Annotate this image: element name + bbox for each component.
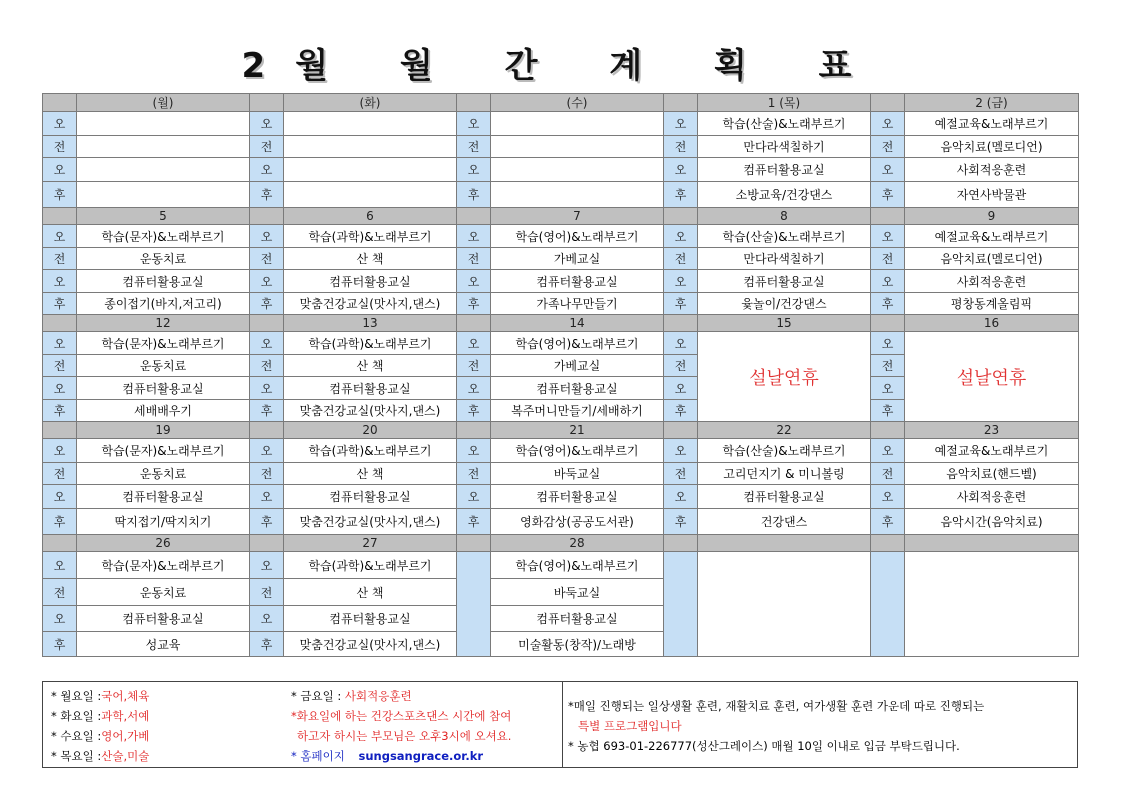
activity-cell: 산 책	[284, 355, 457, 377]
day-header: 26	[77, 535, 250, 552]
activity-cell: 컴퓨터활용교실	[698, 485, 871, 509]
activity-cell: 운동치료	[77, 248, 250, 270]
ampm-label: 오	[457, 270, 491, 293]
empty-day	[698, 552, 871, 657]
activity-cell: 예절교육&노래부르기	[905, 439, 1079, 463]
note-value: 영어,가베	[101, 729, 150, 743]
day-header: 14	[491, 315, 664, 332]
activity-cell: 컴퓨터활용교실	[698, 158, 871, 182]
activity-cell	[284, 182, 457, 208]
header-corner	[664, 422, 698, 439]
ampm-label: 후	[871, 182, 905, 208]
note-label: * 화요일 :	[51, 709, 102, 723]
ampm-label: 오	[43, 439, 77, 463]
homepage-link[interactable]: sungsangrace.or.kr	[358, 749, 484, 763]
activity-cell: 학습(산술)&노래부르기	[698, 225, 871, 248]
ampm-label: 전	[457, 248, 491, 270]
day-header: 12	[77, 315, 250, 332]
header-corner	[43, 94, 77, 112]
header-corner	[250, 535, 284, 552]
activity-cell: 예절교육&노래부르기	[905, 225, 1079, 248]
ampm-label: 오	[457, 225, 491, 248]
note-wednesday	[51, 728, 149, 744]
ampm-label: 후	[250, 632, 284, 657]
activity-cell	[491, 182, 664, 208]
header-corner	[871, 208, 905, 225]
ampm-label: 전	[664, 248, 698, 270]
activity-cell: 컴퓨터활용교실	[77, 606, 250, 632]
monthly-calendar-table	[42, 93, 1079, 657]
activity-cell	[491, 158, 664, 182]
ampm-label: 전	[871, 355, 905, 377]
ampm-label: 후	[43, 293, 77, 315]
side-blank	[457, 552, 491, 657]
ampm-label: 전	[457, 355, 491, 377]
note-label: * 월요일 :	[51, 689, 102, 703]
activity-cell: 학습(영어)&노래부르기	[491, 552, 664, 579]
activity-cell: 학습(문자)&노래부르기	[77, 225, 250, 248]
activity-cell	[77, 158, 250, 182]
ampm-label: 전	[250, 248, 284, 270]
day-header: 19	[77, 422, 250, 439]
activity-cell: 컴퓨터활용교실	[491, 270, 664, 293]
holiday-label: 설날연휴	[698, 332, 871, 422]
day-header	[905, 535, 1079, 552]
ampm-label: 후	[664, 182, 698, 208]
activity-cell: 세배배우기	[77, 400, 250, 422]
day-header: 20	[284, 422, 457, 439]
ampm-label: 전	[871, 136, 905, 158]
ampm-label: 전	[664, 463, 698, 485]
activity-cell: 딱지접기/딱지치기	[77, 509, 250, 535]
day-header: 27	[284, 535, 457, 552]
activity-cell: 학습(과학)&노래부르기	[284, 552, 457, 579]
ampm-label: 오	[871, 225, 905, 248]
activity-cell: 고리던지기 & 미니볼링	[698, 463, 871, 485]
day-header: 28	[491, 535, 664, 552]
activity-cell: 컴퓨터활용교실	[77, 377, 250, 400]
activity-cell: 영화감상(공공도서관)	[491, 509, 664, 535]
activity-cell: 사회적응훈련	[905, 158, 1079, 182]
note-thursday	[51, 748, 149, 764]
ampm-label: 전	[664, 355, 698, 377]
ampm-label: 후	[43, 182, 77, 208]
activity-cell	[77, 136, 250, 158]
activity-cell	[284, 136, 457, 158]
note-value: 과학,서예	[101, 709, 150, 723]
activity-cell: 예절교육&노래부르기	[905, 112, 1079, 136]
day-header: 5	[77, 208, 250, 225]
ampm-label: 후	[664, 509, 698, 535]
ampm-label: 전	[43, 136, 77, 158]
activity-cell: 산 책	[284, 248, 457, 270]
header-corner	[871, 535, 905, 552]
ampm-label: 오	[43, 332, 77, 355]
activity-cell: 컴퓨터활용교실	[77, 485, 250, 509]
activity-cell: 사회적응훈련	[905, 485, 1079, 509]
header-corner	[43, 535, 77, 552]
activity-cell: 바둑교실	[491, 579, 664, 606]
holiday-label: 설날연휴	[905, 332, 1079, 422]
day-header	[698, 535, 871, 552]
activity-cell: 컴퓨터활용교실	[284, 377, 457, 400]
ampm-label: 후	[457, 182, 491, 208]
note-label: * 수요일 :	[51, 729, 102, 743]
header-corner	[664, 315, 698, 332]
activity-cell	[491, 136, 664, 158]
ampm-label: 후	[250, 182, 284, 208]
ampm-label: 후	[250, 400, 284, 422]
side-blank	[871, 552, 905, 657]
ampm-label: 오	[43, 112, 77, 136]
activity-cell: 사회적응훈련	[905, 270, 1079, 293]
ampm-label: 오	[43, 377, 77, 400]
page-title: 2월 월 간 계 획 표	[241, 46, 882, 86]
ampm-label: 오	[250, 332, 284, 355]
special-program-note: *매일 진행되는 일상생활 훈련, 재활치료 훈련, 여가생활 훈련 가운데 따로 진행되는	[568, 699, 985, 713]
day-header: 23	[905, 422, 1079, 439]
activity-cell: 컴퓨터활용교실	[698, 270, 871, 293]
activity-cell: 컴퓨터활용교실	[77, 270, 250, 293]
activity-cell: 학습(영어)&노래부르기	[491, 225, 664, 248]
ampm-label: 후	[43, 632, 77, 657]
header-corner	[250, 208, 284, 225]
activity-cell	[284, 112, 457, 136]
activity-cell: 성교육	[77, 632, 250, 657]
ampm-label: 전	[43, 355, 77, 377]
activity-cell: 학습(문자)&노래부르기	[77, 332, 250, 355]
activity-cell: 컴퓨터활용교실	[284, 270, 457, 293]
ampm-label: 후	[871, 293, 905, 315]
ampm-label: 오	[250, 225, 284, 248]
ampm-label: 오	[43, 606, 77, 632]
day-header: 7	[491, 208, 664, 225]
note-value: 산술,미술	[101, 749, 150, 763]
ampm-label: 오	[871, 485, 905, 509]
ampm-label: 전	[43, 463, 77, 485]
activity-cell: 맞춤건강교실(맛사지,댄스)	[284, 509, 457, 535]
header-corner	[250, 422, 284, 439]
special-program-note-2: 특별 프로그램입니다	[578, 719, 682, 733]
ampm-label: 오	[871, 377, 905, 400]
ampm-label: 오	[457, 485, 491, 509]
activity-cell: 자연사박물관	[905, 182, 1079, 208]
note-friday	[291, 688, 412, 704]
ampm-label: 오	[664, 112, 698, 136]
ampm-label: 후	[457, 400, 491, 422]
ampm-label: 오	[43, 485, 77, 509]
activity-cell: 학습(산술)&노래부르기	[698, 112, 871, 136]
activity-cell: 컴퓨터활용교실	[284, 606, 457, 632]
activity-cell: 학습(문자)&노래부르기	[77, 552, 250, 579]
activity-cell: 미술활동(창작)/노래방	[491, 632, 664, 657]
activity-cell: 음악치료(멜로디언)	[905, 136, 1079, 158]
note-tuesday	[51, 708, 149, 724]
day-header: 8	[698, 208, 871, 225]
ampm-label: 전	[250, 355, 284, 377]
day-header: 6	[284, 208, 457, 225]
activity-cell: 맞춤건강교실(맛사지,댄스)	[284, 632, 457, 657]
ampm-label: 전	[250, 579, 284, 606]
activity-cell: 가족나무만들기	[491, 293, 664, 315]
activity-cell: 윷놀이/건강댄스	[698, 293, 871, 315]
ampm-label: 전	[43, 248, 77, 270]
ampm-label: 후	[250, 293, 284, 315]
header-corner	[664, 535, 698, 552]
day-header: 1 (목)	[698, 94, 871, 112]
ampm-label: 전	[871, 248, 905, 270]
activity-cell: 학습(과학)&노래부르기	[284, 225, 457, 248]
ampm-label: 오	[664, 225, 698, 248]
ampm-label: 오	[457, 377, 491, 400]
footer-notes	[42, 681, 1078, 768]
activity-cell: 종이접기(바지,저고리)	[77, 293, 250, 315]
header-corner	[664, 94, 698, 112]
ampm-label: 후	[664, 400, 698, 422]
ampm-label: 오	[250, 158, 284, 182]
day-header: (월)	[77, 94, 250, 112]
ampm-label: 오	[664, 377, 698, 400]
activity-cell: 평창동계올림픽	[905, 293, 1079, 315]
activity-cell: 복주머니만들기/세배하기	[491, 400, 664, 422]
activity-cell: 산 책	[284, 463, 457, 485]
ampm-label: 오	[871, 112, 905, 136]
activity-cell: 학습(문자)&노래부르기	[77, 439, 250, 463]
ampm-label: 후	[250, 509, 284, 535]
note-label: * 금요일 :	[291, 689, 342, 703]
ampm-label: 후	[871, 509, 905, 535]
bank-account-note: * 농협 693-01-226777(성산그레이스) 매월 10일 이내로 입금 부탁드립니다.	[568, 739, 960, 753]
header-corner	[457, 94, 491, 112]
empty-day	[905, 552, 1079, 657]
ampm-label: 오	[664, 270, 698, 293]
day-header: 13	[284, 315, 457, 332]
ampm-label: 오	[250, 485, 284, 509]
ampm-label: 오	[664, 485, 698, 509]
dance-note-line2: 하고자 하시는 부모님은 오후3시에 오셔요.	[297, 729, 512, 743]
ampm-label: 오	[664, 158, 698, 182]
activity-cell: 운동치료	[77, 355, 250, 377]
ampm-label: 후	[457, 509, 491, 535]
ampm-label: 전	[250, 463, 284, 485]
header-corner	[43, 315, 77, 332]
ampm-label: 오	[457, 332, 491, 355]
day-header: 22	[698, 422, 871, 439]
header-corner	[871, 94, 905, 112]
ampm-label: 전	[871, 463, 905, 485]
homepage-note	[291, 748, 483, 764]
ampm-label: 오	[457, 439, 491, 463]
ampm-label: 오	[871, 439, 905, 463]
activity-cell: 산 책	[284, 579, 457, 606]
ampm-label: 오	[664, 439, 698, 463]
activity-cell: 컴퓨터활용교실	[491, 606, 664, 632]
ampm-label: 전	[43, 579, 77, 606]
activity-cell: 음악치료(핸드벨)	[905, 463, 1079, 485]
activity-cell: 학습(영어)&노래부르기	[491, 439, 664, 463]
header-corner	[250, 94, 284, 112]
dance-note-line1: *화요일에 하는 건강스포츠댄스 시간에 참여	[291, 709, 512, 723]
ampm-label: 오	[43, 270, 77, 293]
ampm-label: 오	[457, 158, 491, 182]
ampm-label: 후	[871, 400, 905, 422]
note-value: 사회적응훈련	[344, 689, 412, 703]
header-corner	[664, 208, 698, 225]
day-header: (수)	[491, 94, 664, 112]
activity-cell	[77, 182, 250, 208]
day-header: 16	[905, 315, 1079, 332]
ampm-label: 후	[457, 293, 491, 315]
activity-cell: 맞춤건강교실(맛사지,댄스)	[284, 400, 457, 422]
activity-cell: 컴퓨터활용교실	[491, 485, 664, 509]
note-label: * 목요일 :	[51, 749, 102, 763]
note-value: 국어,체육	[101, 689, 150, 703]
activity-cell: 학습(과학)&노래부르기	[284, 439, 457, 463]
activity-cell: 운동치료	[77, 463, 250, 485]
day-header: 2 (금)	[905, 94, 1079, 112]
activity-cell	[77, 112, 250, 136]
header-corner	[457, 208, 491, 225]
header-corner	[871, 422, 905, 439]
activity-cell: 학습(산술)&노래부르기	[698, 439, 871, 463]
note-monday	[51, 688, 149, 704]
activity-cell	[284, 158, 457, 182]
ampm-label: 오	[43, 158, 77, 182]
activity-cell: 컴퓨터활용교실	[284, 485, 457, 509]
activity-cell: 가베교실	[491, 248, 664, 270]
activity-cell: 만다라색칠하기	[698, 248, 871, 270]
footer-divider	[562, 682, 563, 767]
header-corner	[871, 315, 905, 332]
ampm-label: 오	[250, 439, 284, 463]
ampm-label: 후	[43, 509, 77, 535]
activity-cell: 소방교육/건강댄스	[698, 182, 871, 208]
ampm-label: 오	[43, 552, 77, 579]
activity-cell: 운동치료	[77, 579, 250, 606]
activity-cell: 음악시간(음악치료)	[905, 509, 1079, 535]
header-corner	[250, 315, 284, 332]
ampm-label: 오	[871, 158, 905, 182]
activity-cell	[491, 112, 664, 136]
header-corner	[457, 422, 491, 439]
day-header: 9	[905, 208, 1079, 225]
day-header: (화)	[284, 94, 457, 112]
day-header: 15	[698, 315, 871, 332]
ampm-label: 오	[871, 270, 905, 293]
header-corner	[43, 208, 77, 225]
ampm-label: 오	[43, 225, 77, 248]
ampm-label: 오	[250, 112, 284, 136]
activity-cell: 학습(영어)&노래부르기	[491, 332, 664, 355]
activity-cell: 맞춤건강교실(맛사지,댄스)	[284, 293, 457, 315]
ampm-label: 오	[250, 270, 284, 293]
side-blank	[664, 552, 698, 657]
header-corner	[43, 422, 77, 439]
activity-cell: 만다라색칠하기	[698, 136, 871, 158]
ampm-label: 오	[664, 332, 698, 355]
ampm-label: 전	[457, 463, 491, 485]
ampm-label: 오	[250, 377, 284, 400]
ampm-label: 후	[43, 400, 77, 422]
ampm-label: 오	[250, 552, 284, 579]
ampm-label: 오	[871, 332, 905, 355]
ampm-label: 오	[457, 112, 491, 136]
header-corner	[457, 535, 491, 552]
ampm-label: 전	[664, 136, 698, 158]
day-header: 21	[491, 422, 664, 439]
activity-cell: 가베교실	[491, 355, 664, 377]
activity-cell: 학습(과학)&노래부르기	[284, 332, 457, 355]
activity-cell: 음악치료(멜로디언)	[905, 248, 1079, 270]
activity-cell: 건강댄스	[698, 509, 871, 535]
ampm-label: 후	[664, 293, 698, 315]
homepage-label: * 홈페이지	[291, 749, 345, 763]
header-corner	[457, 315, 491, 332]
ampm-label: 전	[457, 136, 491, 158]
activity-cell: 바둑교실	[491, 463, 664, 485]
activity-cell: 컴퓨터활용교실	[491, 377, 664, 400]
ampm-label: 전	[250, 136, 284, 158]
ampm-label: 오	[250, 606, 284, 632]
